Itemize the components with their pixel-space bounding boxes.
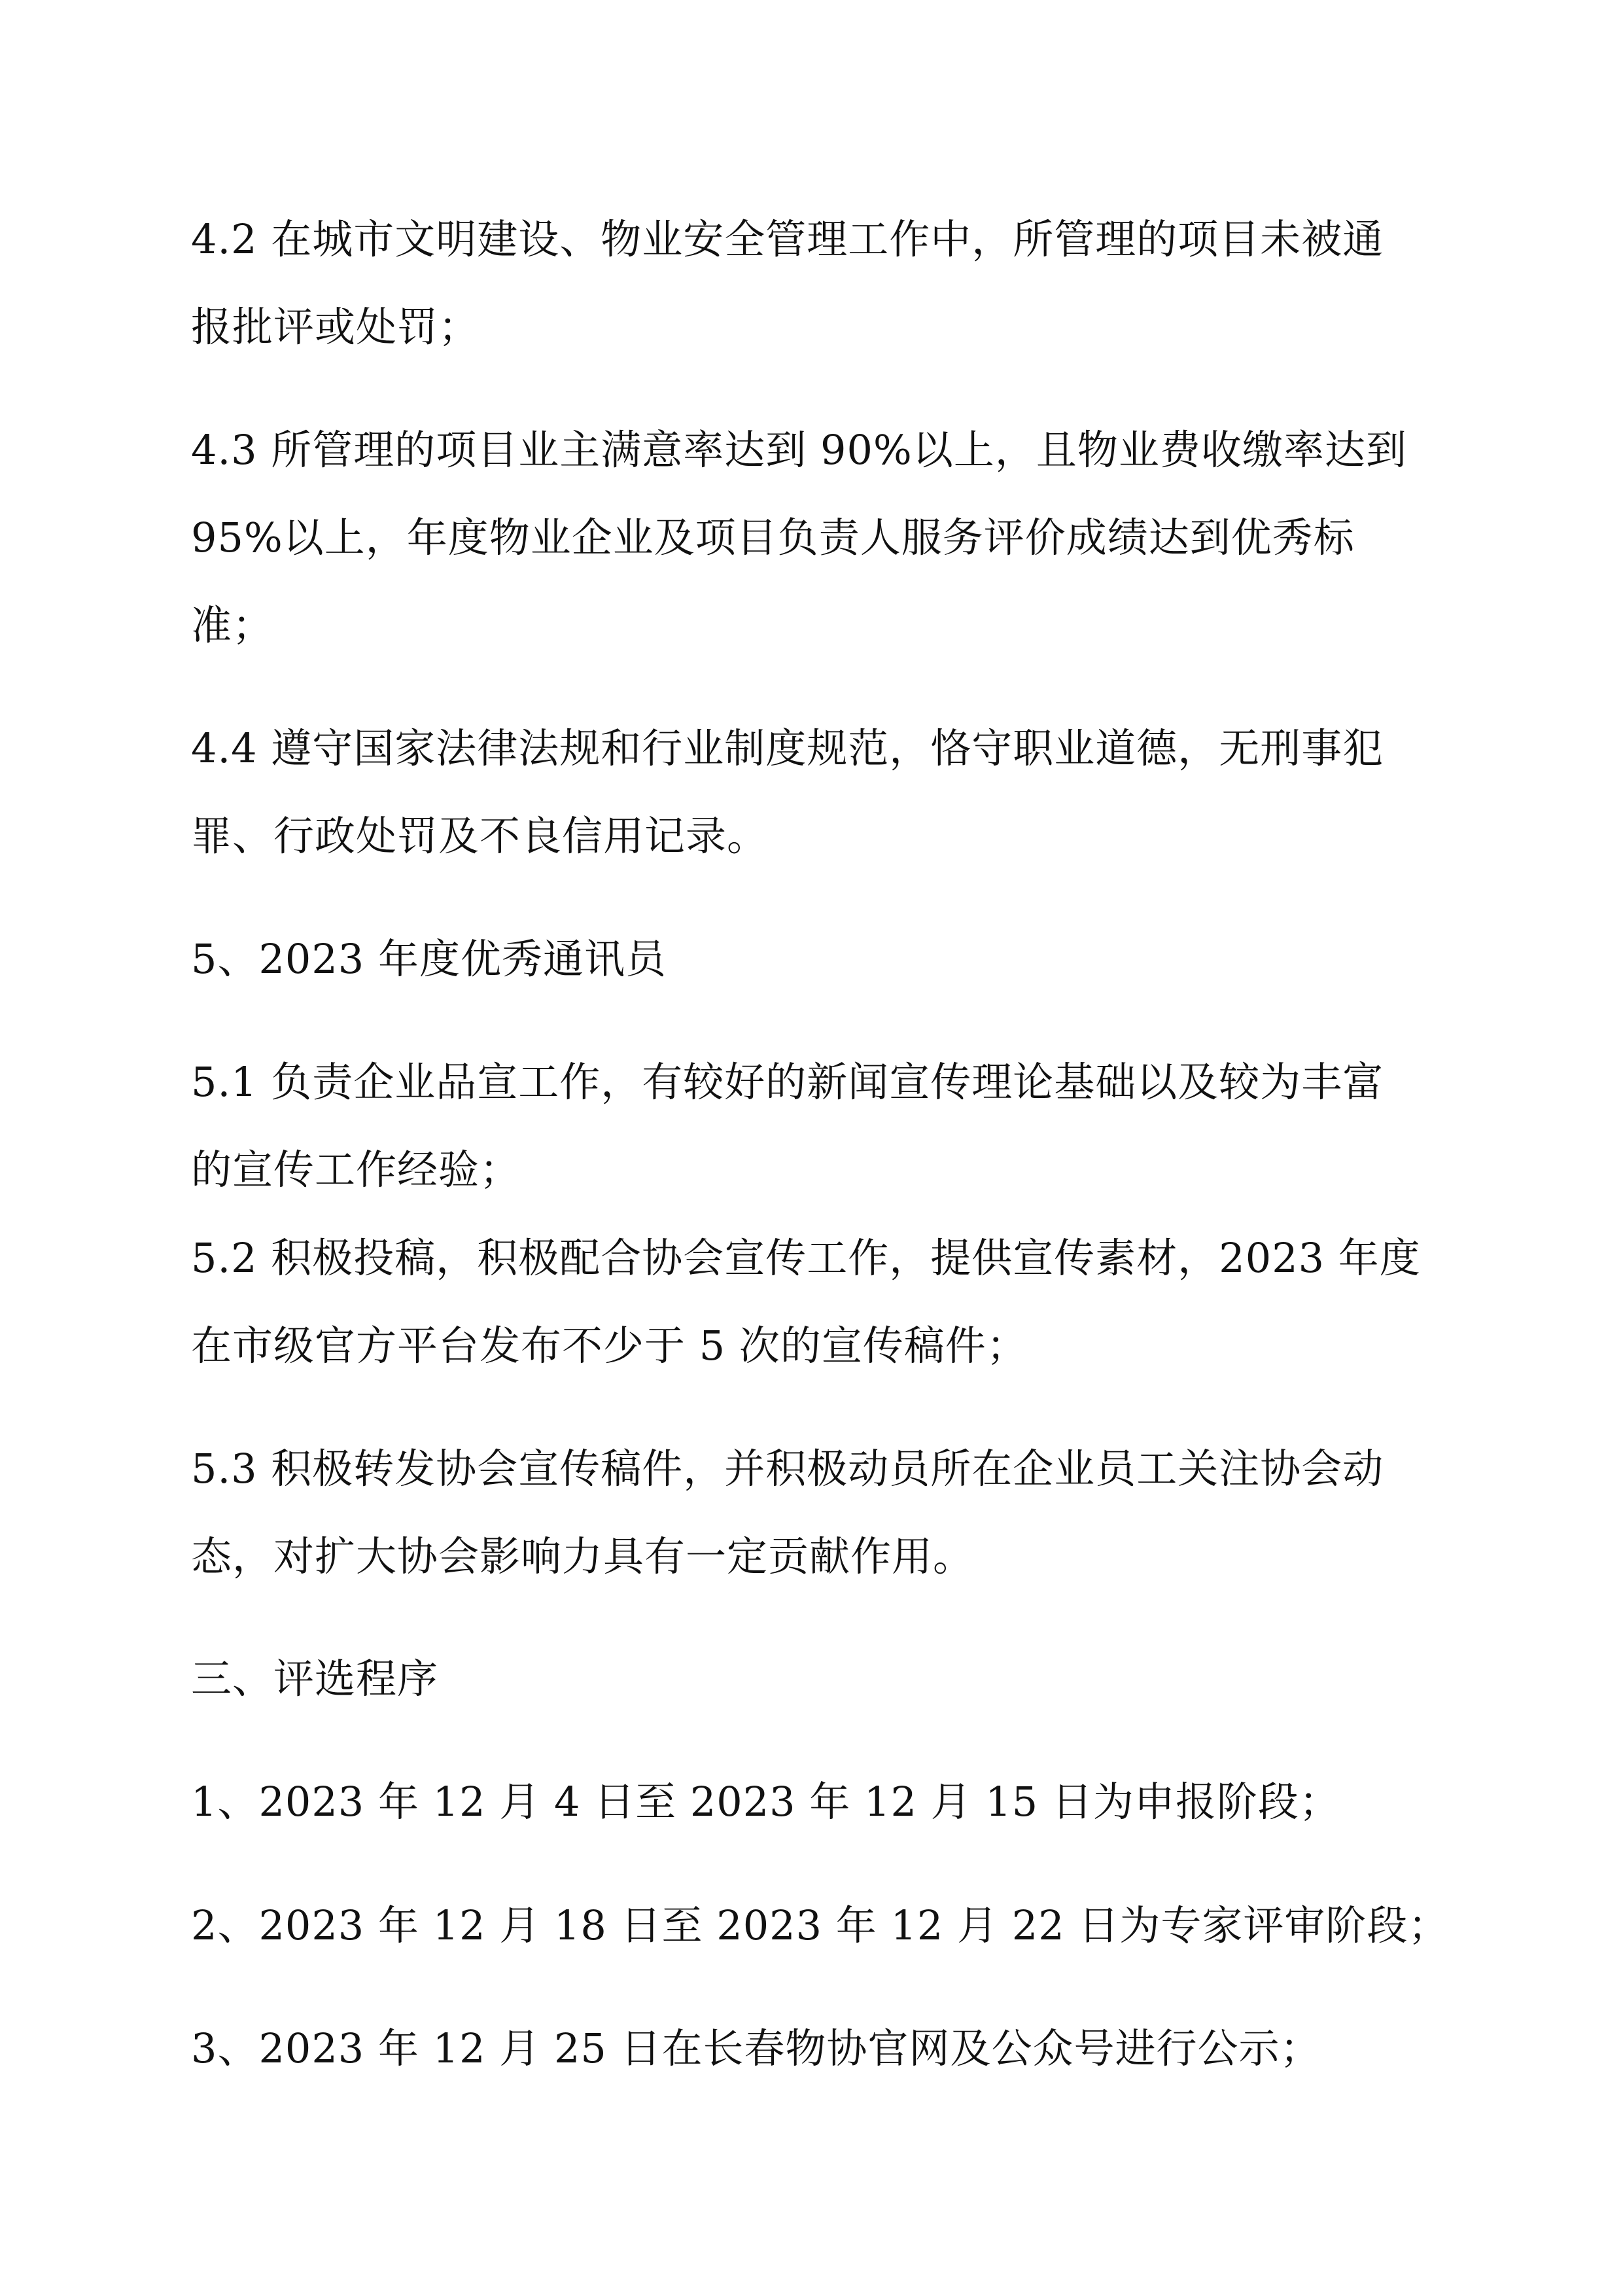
item-5-3-line-1: 5.3 积极转发协会宣传稿件，并积极动员所在企业员工关注协会动 — [191, 1445, 1384, 1492]
item-5-2-line-2: 在市级官方平台发布不少于 5 次的宣传稿件； — [191, 1322, 1028, 1369]
procedure-step-1: 1、2023 年 12 月 4 日至 2023 年 12 月 15 日为申报阶段； — [191, 1778, 1340, 1826]
item-4-4-line-1: 4.4 遵守国家法律法规和行业制度规范，恪守职业道德，无刑事犯 — [191, 724, 1384, 772]
item-4-4-line-2: 罪、行政处罚及不良信用记录。 — [191, 812, 769, 860]
item-5-2-line-1: 5.2 积极投稿，积极配合协会宣传工作，提供宣传素材，2023 年度 — [191, 1234, 1421, 1282]
procedure-step-2: 2、2023 年 12 月 18 日至 2023 年 12 月 22 日为专家评审阶段； — [191, 1901, 1450, 1949]
item-5-1-line-2: 的宣传工作经验； — [191, 1146, 521, 1193]
item-4-3-line-2: 95%以上，年度物业企业及项目负责人服务评价成绩达到优秀标 — [191, 514, 1355, 561]
item-4-2-line-2: 报批评或处罚； — [191, 303, 480, 351]
section-3-heading: 三、评选程序 — [191, 1655, 439, 1703]
item-5-1-line-1: 5.1 负责企业品宣工作，有较好的新闻宣传理论基础以及较为丰富 — [191, 1058, 1384, 1106]
item-4-3-line-3: 准； — [191, 601, 274, 649]
item-4-2-line-1: 4.2 在城市文明建设、物业安全管理工作中，所管理的项目未被通 — [191, 215, 1384, 263]
item-5-3-line-2: 态，对扩大协会影响力具有一定贡献作用。 — [191, 1532, 975, 1580]
item-4-3-line-1: 4.3 所管理的项目业主满意率达到 90%以上，且物业费收缴率达到 — [191, 426, 1407, 474]
procedure-step-3: 3、2023 年 12 月 25 日在长春物协官网及公众号进行公示； — [191, 2024, 1321, 2072]
section-5-heading: 5、2023 年度优秀通讯员 — [191, 935, 667, 983]
